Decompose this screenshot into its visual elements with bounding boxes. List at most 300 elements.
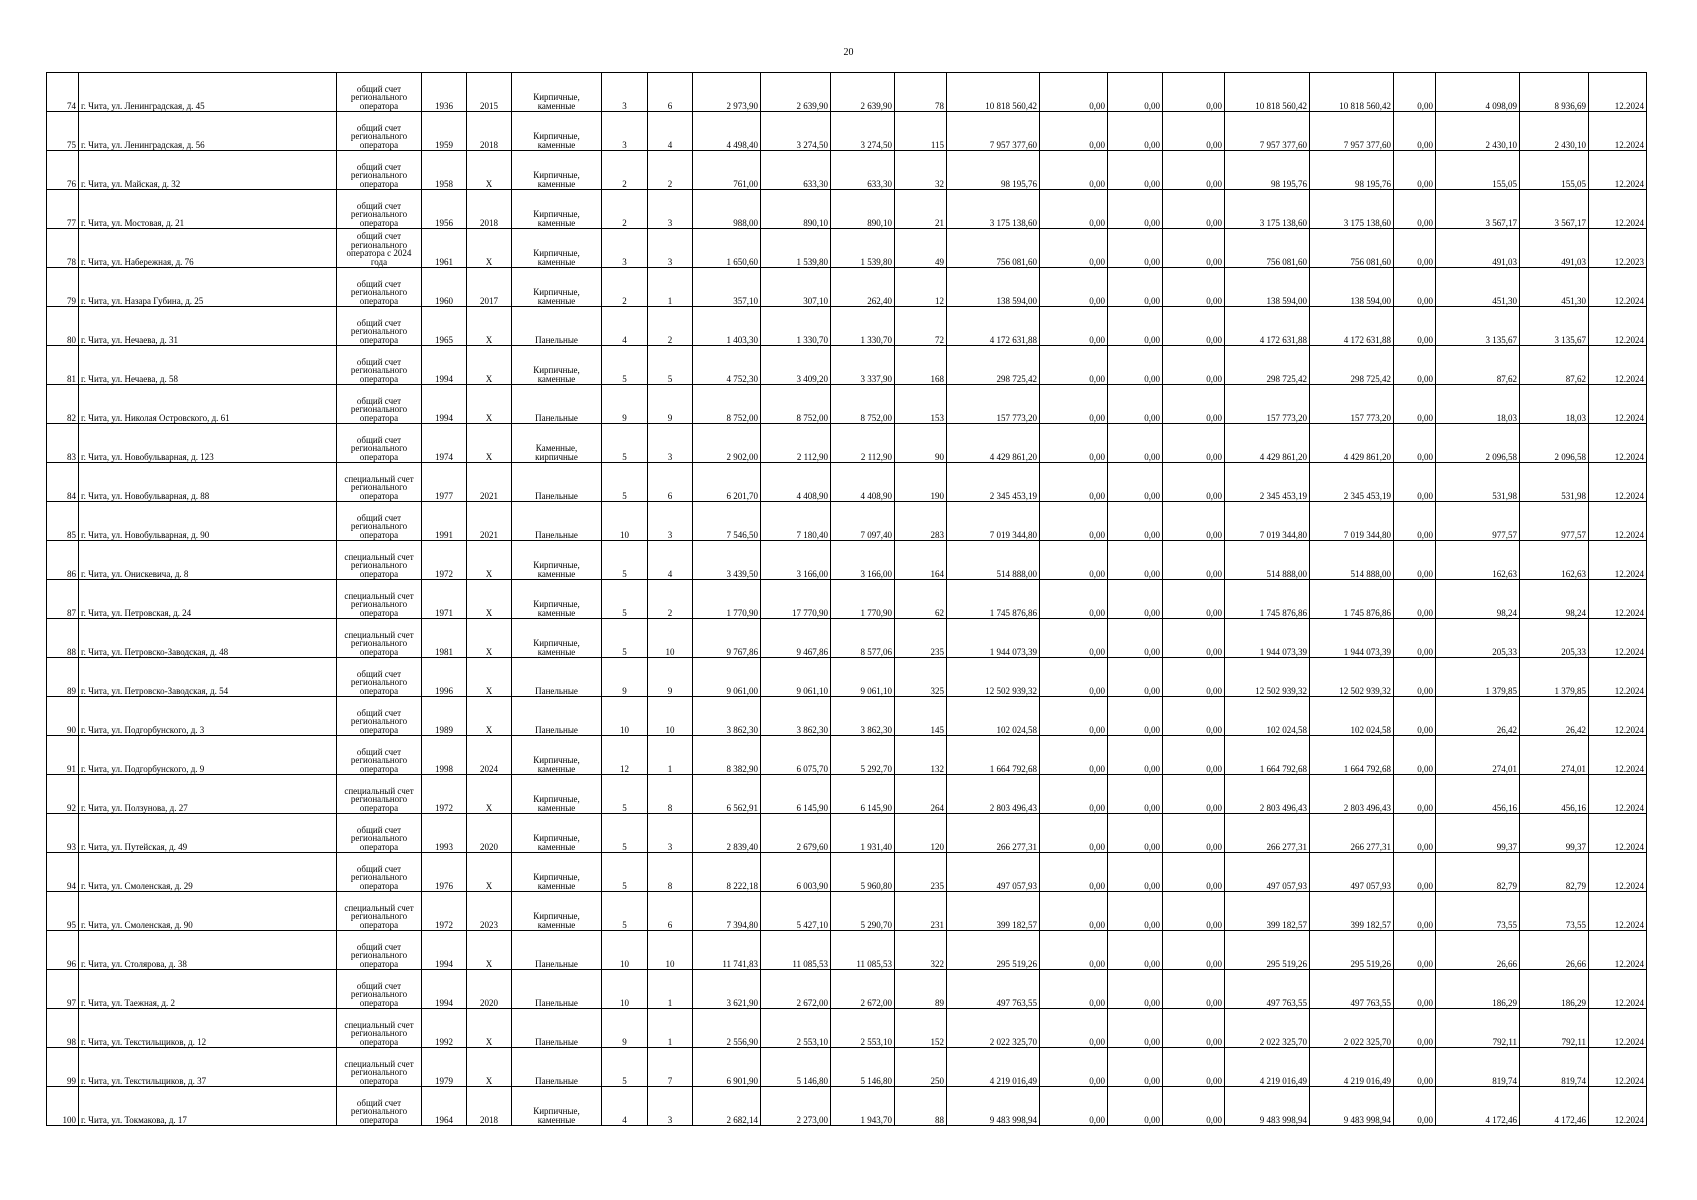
cell-build-year: 1992 (422, 1009, 467, 1048)
cell-build-year: 1994 (422, 346, 467, 385)
cell-regional-funds: 0,00 (1108, 775, 1163, 814)
table-row (47, 1087, 1647, 1126)
cell-overhaul-year: Х (467, 619, 512, 658)
cell-owner-funds: 2 022 325,70 (1310, 1009, 1394, 1048)
cell-overhaul-year: Х (467, 307, 512, 346)
table-row (47, 1009, 1647, 1048)
cell-build-year: 1977 (422, 463, 467, 502)
cell-residents: 325 (895, 658, 947, 697)
cell-regional-funds: 0,00 (1108, 931, 1163, 970)
cell-total-area: 8 382,90 (693, 736, 761, 775)
cell-residents: 49 (895, 229, 947, 268)
cell-residents: 152 (895, 1009, 947, 1048)
table-row (47, 892, 1647, 931)
cell-owner-funds-total: 2 803 496,43 (1225, 775, 1310, 814)
cell-owner-funds-total: 102 024,58 (1225, 697, 1310, 736)
cell-residential-area: 3 337,90 (831, 346, 895, 385)
cell-municipal-funds: 0,00 (1163, 580, 1225, 619)
cell-other-funds: 0,00 (1394, 73, 1436, 112)
cell-residential-area: 3 274,50 (831, 112, 895, 151)
cell-unit-cost: 205,33 (1436, 619, 1520, 658)
cell-owner-funds: 7 019 344,80 (1310, 502, 1394, 541)
cell-premises-area: 5 146,80 (761, 1048, 831, 1087)
cell-floors: 2 (602, 268, 648, 307)
cell-row-number: 75 (47, 112, 79, 151)
cell-total-cost: 9 483 998,94 (947, 1087, 1040, 1126)
cell-unit-cost: 162,63 (1436, 541, 1520, 580)
cell-residents: 132 (895, 736, 947, 775)
cell-federal-funds: 0,00 (1040, 229, 1108, 268)
cell-municipal-funds: 0,00 (1163, 970, 1225, 1009)
cell-completion-date: 12.2024 (1589, 970, 1647, 1009)
cell-residential-area: 1 330,70 (831, 307, 895, 346)
cell-other-funds: 0,00 (1394, 190, 1436, 229)
cell-build-year: 1989 (422, 697, 467, 736)
cell-premises-area: 5 427,10 (761, 892, 831, 931)
cell-max-unit-cost: 274,01 (1520, 736, 1589, 775)
cell-completion-date: 12.2024 (1589, 853, 1647, 892)
cell-residential-area: 633,30 (831, 151, 895, 190)
cell-residents: 90 (895, 424, 947, 463)
cell-wall-material: Кирпичные, каменные (512, 268, 602, 307)
cell-other-funds: 0,00 (1394, 1048, 1436, 1087)
table-row (47, 307, 1647, 346)
cell-wall-material: Кирпичные, каменные (512, 73, 602, 112)
cell-owner-funds-total: 9 483 998,94 (1225, 1087, 1310, 1126)
cell-account-type: специальный счет регионального оператора (337, 541, 422, 580)
cell-other-funds: 0,00 (1394, 853, 1436, 892)
cell-premises-area: 2 112,90 (761, 424, 831, 463)
cell-wall-material: Кирпичные, каменные (512, 775, 602, 814)
cell-regional-funds: 0,00 (1108, 580, 1163, 619)
cell-residential-area: 8 577,06 (831, 619, 895, 658)
cell-regional-funds: 0,00 (1108, 112, 1163, 151)
cell-total-area: 3 621,90 (693, 970, 761, 1009)
cell-build-year: 1972 (422, 775, 467, 814)
cell-residents: 12 (895, 268, 947, 307)
cell-municipal-funds: 0,00 (1163, 736, 1225, 775)
cell-wall-material: Панельные (512, 697, 602, 736)
cell-completion-date: 12.2024 (1589, 151, 1647, 190)
cell-total-area: 2 682,14 (693, 1087, 761, 1126)
cell-entrances: 3 (648, 190, 693, 229)
cell-account-type: общий счет регионального оператора (337, 697, 422, 736)
cell-total-cost: 298 725,42 (947, 346, 1040, 385)
cell-unit-cost: 456,16 (1436, 775, 1520, 814)
cell-other-funds: 0,00 (1394, 502, 1436, 541)
cell-residential-area: 890,10 (831, 190, 895, 229)
cell-build-year: 1960 (422, 268, 467, 307)
cell-completion-date: 12.2024 (1589, 580, 1647, 619)
cell-entrances: 10 (648, 619, 693, 658)
cell-other-funds: 0,00 (1394, 814, 1436, 853)
cell-residents: 120 (895, 814, 947, 853)
cell-residential-area: 1 943,70 (831, 1087, 895, 1126)
cell-total-area: 9 061,00 (693, 658, 761, 697)
cell-max-unit-cost: 98,24 (1520, 580, 1589, 619)
cell-premises-area: 11 085,53 (761, 931, 831, 970)
cell-owner-funds: 4 172 631,88 (1310, 307, 1394, 346)
cell-entrances: 3 (648, 424, 693, 463)
cell-account-type: общий счет регионального оператора (337, 931, 422, 970)
cell-unit-cost: 274,01 (1436, 736, 1520, 775)
cell-completion-date: 12.2024 (1589, 73, 1647, 112)
cell-max-unit-cost: 162,63 (1520, 541, 1589, 580)
cell-entrances: 1 (648, 268, 693, 307)
cell-entrances: 1 (648, 970, 693, 1009)
cell-max-unit-cost: 4 172,46 (1520, 1087, 1589, 1126)
cell-premises-area: 3 166,00 (761, 541, 831, 580)
cell-overhaul-year: Х (467, 775, 512, 814)
cell-wall-material: Кирпичные, каменные (512, 346, 602, 385)
cell-wall-material: Кирпичные, каменные (512, 892, 602, 931)
cell-total-cost: 1 944 073,39 (947, 619, 1040, 658)
cell-owner-funds: 514 888,00 (1310, 541, 1394, 580)
cell-owner-funds: 497 763,55 (1310, 970, 1394, 1009)
cell-regional-funds: 0,00 (1108, 619, 1163, 658)
cell-unit-cost: 451,30 (1436, 268, 1520, 307)
cell-row-number: 88 (47, 619, 79, 658)
table-row (47, 931, 1647, 970)
cell-residents: 89 (895, 970, 947, 1009)
cell-address: г. Чита, ул. Нечаева, д. 31 (79, 307, 337, 346)
cell-federal-funds: 0,00 (1040, 658, 1108, 697)
cell-owner-funds: 298 725,42 (1310, 346, 1394, 385)
cell-row-number: 89 (47, 658, 79, 697)
table-row (47, 775, 1647, 814)
table-row (47, 580, 1647, 619)
cell-total-area: 4 752,30 (693, 346, 761, 385)
cell-federal-funds: 0,00 (1040, 1087, 1108, 1126)
cell-account-type: специальный счет регионального оператора (337, 1048, 422, 1087)
cell-total-cost: 7 957 377,60 (947, 112, 1040, 151)
cell-federal-funds: 0,00 (1040, 385, 1108, 424)
cell-federal-funds: 0,00 (1040, 1009, 1108, 1048)
cell-floors: 5 (602, 892, 648, 931)
cell-max-unit-cost: 155,05 (1520, 151, 1589, 190)
cell-regional-funds: 0,00 (1108, 463, 1163, 502)
cell-municipal-funds: 0,00 (1163, 112, 1225, 151)
cell-premises-area: 3 862,30 (761, 697, 831, 736)
cell-address: г. Чита, ул. Мостовая, д. 21 (79, 190, 337, 229)
cell-residents: 88 (895, 1087, 947, 1126)
cell-unit-cost: 1 379,85 (1436, 658, 1520, 697)
cell-total-area: 9 767,86 (693, 619, 761, 658)
cell-max-unit-cost: 2 096,58 (1520, 424, 1589, 463)
cell-address: г. Чита, ул. Новобульварная, д. 123 (79, 424, 337, 463)
cell-owner-funds-total: 295 519,26 (1225, 931, 1310, 970)
cell-other-funds: 0,00 (1394, 307, 1436, 346)
cell-premises-area: 633,30 (761, 151, 831, 190)
cell-row-number: 92 (47, 775, 79, 814)
cell-build-year: 1993 (422, 814, 467, 853)
cell-overhaul-year: Х (467, 658, 512, 697)
cell-owner-funds-total: 157 773,20 (1225, 385, 1310, 424)
cell-address: г. Чита, ул. Николая Островского, д. 61 (79, 385, 337, 424)
cell-other-funds: 0,00 (1394, 658, 1436, 697)
cell-residents: 115 (895, 112, 947, 151)
cell-account-type: общий счет регионального оператора (337, 814, 422, 853)
cell-row-number: 91 (47, 736, 79, 775)
cell-owner-funds-total: 756 081,60 (1225, 229, 1310, 268)
cell-build-year: 1998 (422, 736, 467, 775)
cell-owner-funds-total: 497 763,55 (1225, 970, 1310, 1009)
cell-regional-funds: 0,00 (1108, 424, 1163, 463)
cell-completion-date: 12.2024 (1589, 385, 1647, 424)
table-row (47, 970, 1647, 1009)
cell-municipal-funds: 0,00 (1163, 268, 1225, 307)
cell-entrances: 3 (648, 1087, 693, 1126)
cell-account-type: специальный счет регионального оператора (337, 775, 422, 814)
cell-entrances: 4 (648, 541, 693, 580)
cell-row-number: 84 (47, 463, 79, 502)
cell-federal-funds: 0,00 (1040, 541, 1108, 580)
cell-municipal-funds: 0,00 (1163, 892, 1225, 931)
table-row (47, 1048, 1647, 1087)
cell-total-area: 3 862,30 (693, 697, 761, 736)
cell-address: г. Чита, ул. Новобульварная, д. 88 (79, 463, 337, 502)
cell-municipal-funds: 0,00 (1163, 151, 1225, 190)
cell-overhaul-year: 2020 (467, 814, 512, 853)
cell-residential-area: 3 166,00 (831, 541, 895, 580)
cell-max-unit-cost: 1 379,85 (1520, 658, 1589, 697)
cell-owner-funds-total: 2 345 453,19 (1225, 463, 1310, 502)
cell-unit-cost: 18,03 (1436, 385, 1520, 424)
cell-owner-funds-total: 3 175 138,60 (1225, 190, 1310, 229)
cell-max-unit-cost: 491,03 (1520, 229, 1589, 268)
cell-overhaul-year: 2018 (467, 1087, 512, 1126)
cell-municipal-funds: 0,00 (1163, 1009, 1225, 1048)
cell-federal-funds: 0,00 (1040, 736, 1108, 775)
cell-owner-funds-total: 399 182,57 (1225, 892, 1310, 931)
cell-premises-area: 6 003,90 (761, 853, 831, 892)
cell-address: г. Чита, ул. Токмакова, д. 17 (79, 1087, 337, 1126)
cell-premises-area: 2 679,60 (761, 814, 831, 853)
cell-other-funds: 0,00 (1394, 970, 1436, 1009)
cell-overhaul-year: Х (467, 229, 512, 268)
cell-total-cost: 12 502 939,32 (947, 658, 1040, 697)
cell-other-funds: 0,00 (1394, 580, 1436, 619)
cell-account-type: общий счет регионального оператора (337, 385, 422, 424)
cell-completion-date: 12.2024 (1589, 307, 1647, 346)
cell-total-cost: 497 057,93 (947, 853, 1040, 892)
cell-account-type: специальный счет регионального оператора (337, 580, 422, 619)
cell-unit-cost: 99,37 (1436, 814, 1520, 853)
cell-unit-cost: 2 096,58 (1436, 424, 1520, 463)
cell-other-funds: 0,00 (1394, 1087, 1436, 1126)
cell-account-type: общий счет регионального оператора с 2024 года (337, 229, 422, 268)
cell-owner-funds-total: 7 019 344,80 (1225, 502, 1310, 541)
cell-municipal-funds: 0,00 (1163, 346, 1225, 385)
cell-total-area: 988,00 (693, 190, 761, 229)
cell-owner-funds-total: 2 022 325,70 (1225, 1009, 1310, 1048)
cell-federal-funds: 0,00 (1040, 502, 1108, 541)
cell-wall-material: Кирпичные, каменные (512, 580, 602, 619)
cell-other-funds: 0,00 (1394, 775, 1436, 814)
cell-account-type: общий счет регионального оператора (337, 112, 422, 151)
cell-total-area: 7 394,80 (693, 892, 761, 931)
cell-completion-date: 12.2024 (1589, 1048, 1647, 1087)
cell-residents: 231 (895, 892, 947, 931)
cell-entrances: 6 (648, 892, 693, 931)
cell-address: г. Чита, ул. Текстильщиков, д. 12 (79, 1009, 337, 1048)
cell-residential-area: 2 672,00 (831, 970, 895, 1009)
cell-account-type: общий счет регионального оператора (337, 151, 422, 190)
cell-completion-date: 12.2024 (1589, 424, 1647, 463)
cell-regional-funds: 0,00 (1108, 814, 1163, 853)
cell-unit-cost: 531,98 (1436, 463, 1520, 502)
cell-floors: 2 (602, 190, 648, 229)
cell-completion-date: 12.2024 (1589, 268, 1647, 307)
cell-owner-funds-total: 266 277,31 (1225, 814, 1310, 853)
cell-municipal-funds: 0,00 (1163, 229, 1225, 268)
cell-account-type: общий счет регионального оператора (337, 190, 422, 229)
cell-wall-material: Панельные (512, 931, 602, 970)
cell-overhaul-year: Х (467, 541, 512, 580)
cell-owner-funds-total: 497 057,93 (1225, 853, 1310, 892)
cell-wall-material: Кирпичные, каменные (512, 112, 602, 151)
cell-premises-area: 2 273,00 (761, 1087, 831, 1126)
cell-row-number: 74 (47, 73, 79, 112)
cell-residents: 168 (895, 346, 947, 385)
cell-address: г. Чита, ул. Смоленская, д. 90 (79, 892, 337, 931)
cell-total-area: 357,10 (693, 268, 761, 307)
cell-entrances: 2 (648, 580, 693, 619)
cell-premises-area: 890,10 (761, 190, 831, 229)
cell-owner-funds: 497 057,93 (1310, 853, 1394, 892)
cell-total-cost: 1 745 876,86 (947, 580, 1040, 619)
cell-other-funds: 0,00 (1394, 697, 1436, 736)
table-row (47, 229, 1647, 268)
cell-residential-area: 5 292,70 (831, 736, 895, 775)
cell-owner-funds-total: 514 888,00 (1225, 541, 1310, 580)
cell-municipal-funds: 0,00 (1163, 424, 1225, 463)
cell-row-number: 81 (47, 346, 79, 385)
cell-premises-area: 4 408,90 (761, 463, 831, 502)
cell-owner-funds: 138 594,00 (1310, 268, 1394, 307)
cell-municipal-funds: 0,00 (1163, 775, 1225, 814)
cell-address: г. Чита, ул. Майская, д. 32 (79, 151, 337, 190)
cell-regional-funds: 0,00 (1108, 853, 1163, 892)
cell-residential-area: 4 408,90 (831, 463, 895, 502)
cell-completion-date: 12.2024 (1589, 736, 1647, 775)
cell-total-area: 1 650,60 (693, 229, 761, 268)
cell-owner-funds: 3 175 138,60 (1310, 190, 1394, 229)
cell-completion-date: 12.2024 (1589, 502, 1647, 541)
cell-overhaul-year: 2021 (467, 502, 512, 541)
cell-residential-area: 6 145,90 (831, 775, 895, 814)
cell-entrances: 10 (648, 931, 693, 970)
cell-unit-cost: 98,24 (1436, 580, 1520, 619)
cell-max-unit-cost: 99,37 (1520, 814, 1589, 853)
cell-completion-date: 12.2024 (1589, 1087, 1647, 1126)
cell-residential-area: 7 097,40 (831, 502, 895, 541)
cell-residential-area: 2 112,90 (831, 424, 895, 463)
cell-address: г. Чита, ул. Петровско-Заводская, д. 54 (79, 658, 337, 697)
cell-federal-funds: 0,00 (1040, 424, 1108, 463)
cell-overhaul-year: Х (467, 853, 512, 892)
cell-completion-date: 12.2024 (1589, 775, 1647, 814)
cell-premises-area: 6 145,90 (761, 775, 831, 814)
cell-residential-area: 9 061,10 (831, 658, 895, 697)
cell-total-cost: 2 022 325,70 (947, 1009, 1040, 1048)
cell-wall-material: Кирпичные, каменные (512, 151, 602, 190)
cell-owner-funds: 7 957 377,60 (1310, 112, 1394, 151)
cell-address: г. Чита, ул. Смоленская, д. 29 (79, 853, 337, 892)
cell-address: г. Чита, ул. Нечаева, д. 58 (79, 346, 337, 385)
cell-premises-area: 9 467,86 (761, 619, 831, 658)
cell-row-number: 90 (47, 697, 79, 736)
cell-unit-cost: 186,29 (1436, 970, 1520, 1009)
cell-other-funds: 0,00 (1394, 619, 1436, 658)
cell-unit-cost: 491,03 (1436, 229, 1520, 268)
cell-owner-funds-total: 1 944 073,39 (1225, 619, 1310, 658)
cell-total-cost: 7 019 344,80 (947, 502, 1040, 541)
cell-total-area: 2 973,90 (693, 73, 761, 112)
cell-unit-cost: 4 098,09 (1436, 73, 1520, 112)
cell-wall-material: Панельные (512, 385, 602, 424)
cell-owner-funds: 295 519,26 (1310, 931, 1394, 970)
table-row (47, 736, 1647, 775)
cell-regional-funds: 0,00 (1108, 190, 1163, 229)
cell-address: г. Чита, ул. Онискевича, д. 8 (79, 541, 337, 580)
cell-total-cost: 1 664 792,68 (947, 736, 1040, 775)
cell-overhaul-year: 2015 (467, 73, 512, 112)
cell-entrances: 3 (648, 229, 693, 268)
cell-build-year: 1965 (422, 307, 467, 346)
cell-wall-material: Кирпичные, каменные (512, 736, 602, 775)
cell-regional-funds: 0,00 (1108, 73, 1163, 112)
cell-row-number: 87 (47, 580, 79, 619)
table-row (47, 814, 1647, 853)
cell-overhaul-year: Х (467, 424, 512, 463)
cell-premises-area: 9 061,10 (761, 658, 831, 697)
cell-wall-material: Панельные (512, 307, 602, 346)
cell-municipal-funds: 0,00 (1163, 814, 1225, 853)
cell-wall-material: Панельные (512, 463, 602, 502)
cell-build-year: 1972 (422, 541, 467, 580)
table-row (47, 853, 1647, 892)
cell-regional-funds: 0,00 (1108, 736, 1163, 775)
cell-build-year: 1991 (422, 502, 467, 541)
cell-residents: 32 (895, 151, 947, 190)
cell-floors: 10 (602, 502, 648, 541)
cell-residential-area: 1 931,40 (831, 814, 895, 853)
cell-build-year: 1976 (422, 853, 467, 892)
cell-other-funds: 0,00 (1394, 151, 1436, 190)
cell-total-area: 6 901,90 (693, 1048, 761, 1087)
cell-residents: 283 (895, 502, 947, 541)
cell-build-year: 1996 (422, 658, 467, 697)
cell-entrances: 2 (648, 307, 693, 346)
cell-owner-funds: 102 024,58 (1310, 697, 1394, 736)
cell-floors: 5 (602, 580, 648, 619)
cell-row-number: 76 (47, 151, 79, 190)
cell-owner-funds: 4 219 016,49 (1310, 1048, 1394, 1087)
cell-completion-date: 12.2024 (1589, 112, 1647, 151)
cell-wall-material: Панельные (512, 658, 602, 697)
cell-completion-date: 12.2024 (1589, 346, 1647, 385)
cell-row-number: 96 (47, 931, 79, 970)
cell-owner-funds-total: 12 502 939,32 (1225, 658, 1310, 697)
cell-residents: 145 (895, 697, 947, 736)
cell-max-unit-cost: 18,03 (1520, 385, 1589, 424)
cell-unit-cost: 3 567,17 (1436, 190, 1520, 229)
cell-other-funds: 0,00 (1394, 1009, 1436, 1048)
cell-regional-funds: 0,00 (1108, 385, 1163, 424)
cell-entrances: 1 (648, 1009, 693, 1048)
cell-residents: 62 (895, 580, 947, 619)
